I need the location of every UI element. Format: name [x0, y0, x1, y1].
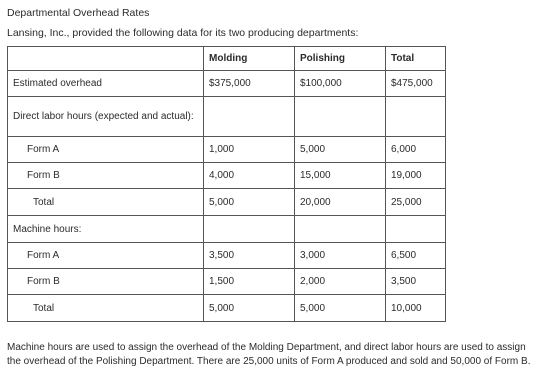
molding-cell: 3,500: [204, 243, 295, 269]
polishing-cell: 20,000: [295, 189, 386, 216]
molding-cell: 5,000: [204, 295, 295, 322]
row-label: Direct labor hours (expected and actual):: [8, 97, 204, 137]
footer-paragraph: Machine hours are used to assign the overhead of the Molding Department, and direct labor hours are used to assign the overhead of the Polishing Department. There are 25,000 units of Form A produced and sold and 50,000 of Form B.: [7, 342, 531, 367]
row-label: Total: [8, 295, 204, 322]
table-row: [8, 97, 446, 137]
molding-cell: 1,500: [204, 269, 295, 295]
row-label: Estimated overhead: [8, 71, 204, 97]
table-row: [8, 189, 446, 216]
total-cell: $475,000: [386, 71, 446, 97]
molding-cell: 5,000: [204, 189, 295, 216]
header-cell-blank: [8, 47, 204, 71]
total-cell: 3,500: [386, 269, 446, 295]
row-label: Form A: [8, 243, 204, 269]
header-cell-molding: Molding: [204, 47, 295, 71]
molding-cell: 4,000: [204, 163, 295, 189]
polishing-cell: $100,000: [295, 71, 386, 97]
row-label: Form A: [8, 137, 204, 163]
total-cell: 10,000: [386, 295, 446, 322]
table-row: [8, 216, 446, 243]
polishing-cell: 15,000: [295, 163, 386, 189]
total-cell: [386, 97, 446, 137]
polishing-cell: [295, 97, 386, 137]
row-label: Total: [8, 189, 204, 216]
table-row: [8, 269, 446, 295]
molding-cell: 1,000: [204, 137, 295, 163]
table-row: [8, 137, 446, 163]
molding-cell: [204, 216, 295, 243]
row-label: Form B: [8, 163, 204, 189]
total-cell: 6,000: [386, 137, 446, 163]
header-cell-polishing: Polishing: [295, 47, 386, 71]
total-cell: 6,500: [386, 243, 446, 269]
polishing-cell: 2,000: [295, 269, 386, 295]
table-header-row: [8, 47, 446, 71]
table-row: [8, 243, 446, 269]
overhead-table: [7, 46, 446, 322]
header-cell-total: Total: [386, 47, 446, 71]
polishing-cell: 5,000: [295, 137, 386, 163]
page-title: Departmental Overhead Rates: [7, 7, 150, 19]
intro-text: Lansing, Inc., provided the following data for its two producing departments:: [7, 27, 359, 39]
molding-cell: $375,000: [204, 71, 295, 97]
total-cell: 25,000: [386, 189, 446, 216]
table-row: [8, 71, 446, 97]
polishing-cell: 5,000: [295, 295, 386, 322]
table-row: [8, 295, 446, 322]
polishing-cell: [295, 216, 386, 243]
table-row: [8, 163, 446, 189]
molding-cell: [204, 97, 295, 137]
total-cell: 19,000: [386, 163, 446, 189]
row-label: Form B: [8, 269, 204, 295]
polishing-cell: 3,000: [295, 243, 386, 269]
total-cell: [386, 216, 446, 243]
row-label: Machine hours:: [8, 216, 204, 243]
